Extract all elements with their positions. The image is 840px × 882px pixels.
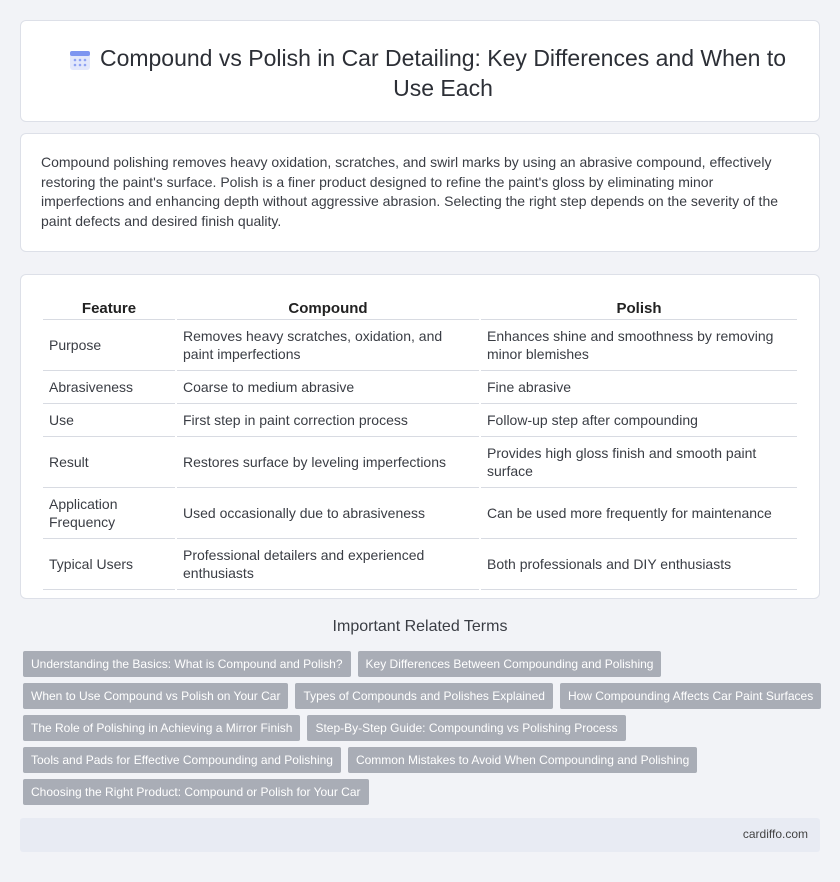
table-cell: Coarse to medium abrasive: [177, 371, 479, 404]
table-row: [43, 437, 797, 488]
table-cell: Follow-up step after compounding: [481, 404, 797, 437]
table-cell: Used occasionally due to abrasiveness: [177, 488, 479, 539]
table-row: [43, 488, 797, 539]
footer-site-link[interactable]: cardiffo.com: [742, 827, 808, 841]
title-card: [20, 20, 820, 122]
table-row: [43, 539, 797, 590]
table-cell: Typical Users: [43, 539, 175, 590]
related-term-link[interactable]: When to Use Compound vs Polish on Your Car: [23, 683, 288, 709]
related-term-link[interactable]: Key Differences Between Compounding and Polishing: [358, 651, 662, 677]
table-cell: Professional detailers and experienced enthusiasts: [177, 539, 479, 590]
table-cell: Abrasiveness: [43, 371, 175, 404]
table-cell: Both professionals and DIY enthusiasts: [481, 539, 797, 590]
table-cell: Removes heavy scratches, oxidation, and paint imperfections: [177, 320, 479, 371]
table-cell: Restores surface by leveling imperfections: [177, 437, 479, 488]
table-row: [43, 404, 797, 437]
related-term-link[interactable]: Tools and Pads for Effective Compounding and Polishing: [23, 747, 341, 773]
comparison-table-card: [20, 274, 820, 599]
column-header-compound: Compound: [177, 295, 479, 320]
related-term-link[interactable]: Step-By-Step Guide: Compounding vs Polishing Process: [307, 715, 625, 741]
related-term-link[interactable]: Choosing the Right Product: Compound or Polish for Your Car: [23, 779, 369, 805]
column-header-feature: Feature: [43, 295, 175, 320]
table-cell: Application Frequency: [43, 488, 175, 539]
page-title: Compound vs Polish in Car Detailing: Key Differences and When to Use Each: [99, 45, 787, 101]
table-row: [43, 320, 797, 371]
table-cell: Purpose: [43, 320, 175, 371]
table-cell: Result: [43, 437, 175, 488]
table-cell: Provides high gloss finish and smooth paint surface: [481, 437, 797, 488]
intro-paragraph: Compound polishing removes heavy oxidation, scratches, and swirl marks by using an abrasive compound, effectively restoring the paint's surface. Polish is a finer product designed to refine the paint's gloss by eliminating minor imperfections and enhancing depth without aggressive abrasion. Selecting the right step depends on the severity of the paint defects and desired finish quality.: [41, 154, 779, 229]
related-terms-list: [23, 651, 823, 811]
table-cell: Can be used more frequently for maintenance: [481, 488, 797, 539]
column-header-polish: Polish: [481, 295, 797, 320]
table-cell: Enhances shine and smoothness by removing minor blemishes: [481, 320, 797, 371]
table-cell: Fine abrasive: [481, 371, 797, 404]
intro-card: [20, 133, 820, 252]
table-header-row: [43, 295, 797, 320]
related-term-link[interactable]: The Role of Polishing in Achieving a Mirror Finish: [23, 715, 300, 741]
related-term-link[interactable]: Types of Compounds and Polishes Explained: [295, 683, 552, 709]
table-cell: Use: [43, 404, 175, 437]
related-term-link[interactable]: Understanding the Basics: What is Compound and Polish?: [23, 651, 351, 677]
comparison-table: [41, 295, 799, 590]
table-row: [43, 371, 797, 404]
footer: [20, 818, 820, 852]
related-term-link[interactable]: Common Mistakes to Avoid When Compounding and Polishing: [348, 747, 697, 773]
table-cell: First step in paint correction process: [177, 404, 479, 437]
related-terms-heading: Important Related Terms: [332, 618, 508, 635]
related-term-link[interactable]: How Compounding Affects Car Paint Surfaces: [560, 683, 821, 709]
